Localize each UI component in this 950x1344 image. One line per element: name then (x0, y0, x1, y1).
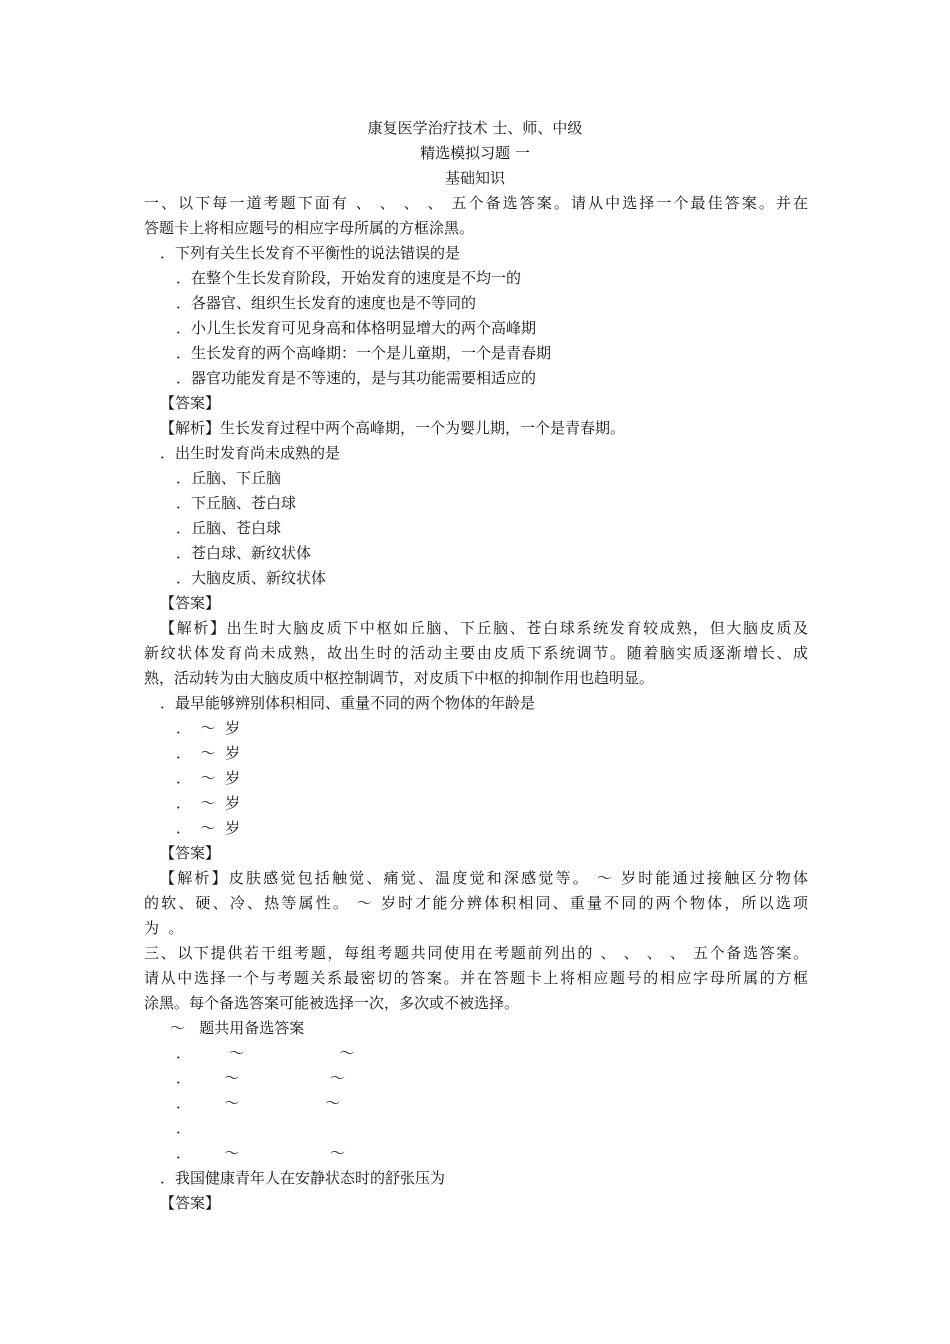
question-2-option: ．苍白球、新纹状体 (176, 544, 312, 562)
section1-instruction-line2: 答题卡上将相应题号的相应字母所属的方框涂黑。 (144, 219, 475, 237)
section3-instruction-line1: 三、以下提供若干组考题，每组考题共同使用在考题前列出的 、 、 、 、 五个备选答案。 (144, 944, 808, 962)
group-option: ． ～ ～ (176, 1144, 345, 1162)
question-1-option: ．生长发育的两个高峰期：一个是儿童期，一个是青春期 (176, 344, 552, 362)
question-1-answer: 【答案】 (160, 394, 221, 412)
question-1-option: ．器官功能发育是不等速的，是与其功能需要相适应的 (176, 369, 537, 387)
question-3-option: ． ～ 岁 (176, 744, 241, 762)
question-2-option: ．丘脑、苍白球 (176, 519, 282, 537)
group-option: ． ～ ～ (176, 1094, 341, 1112)
section1-instruction-line1: 一、以下每一道考题下面有 、 、 、 、 五个备选答案。请从中选择一个最佳答案。并在 (144, 194, 808, 212)
question-4-stem: ．我国健康青年人在安静状态时的舒张压为 (160, 1169, 446, 1187)
question-3-analysis-line2: 的软、硬、冷、热等属性。 ～ 岁时才能分辨体积相同、重量不同的两个物体，所以选项 (144, 894, 808, 912)
question-1-option: ．小儿生长发育可见身高和体格明显增大的两个高峰期 (176, 319, 537, 337)
question-2-analysis-line3: 熟，活动转为由大脑皮质中枢控制调节，对皮质下中枢的抑制作用也趋明显。 (144, 669, 655, 687)
question-2-option: ．下丘脑、苍白球 (176, 494, 297, 512)
question-1-option: ．各器官、组织生长发育的速度也是不等同的 (176, 294, 477, 312)
question-3-analysis-line3: 为 。 (144, 919, 184, 937)
question-1-stem: ．下列有关生长发育不平衡性的说法错误的是 (160, 244, 461, 262)
question-2-analysis-line2: 新纹状体发育尚未成熟，故出生时的活动主要由皮质下系统调节。随着脑实质逐渐增长、成 (144, 644, 808, 662)
group-option: ． ～ ～ (176, 1044, 355, 1062)
question-1-option: ．在整个生长发育阶段，开始发育的速度是不均一的 (176, 269, 522, 287)
question-3-option: ． ～ 岁 (176, 769, 241, 787)
question-4-answer: 【答案】 (160, 1194, 221, 1212)
question-2-stem: ．出生时发育尚未成熟的是 (160, 444, 341, 462)
group-option: ． ～ ～ (176, 1069, 345, 1087)
question-2-analysis-line1: 【解析】出生时大脑皮质下中枢如丘脑、下丘脑、苍白球系统发育较成熟，但大脑皮质及 (160, 619, 808, 637)
doc-section-title: 基础知识 (444, 169, 505, 187)
question-1-analysis: 【解析】生长发育过程中两个高峰期，一个为婴儿期，一个是青春期。 (160, 419, 626, 437)
question-2-option: ．大脑皮质、新纹状体 (176, 569, 327, 587)
question-3-answer: 【答案】 (160, 844, 221, 862)
group-option: ． (176, 1119, 192, 1137)
group-heading: ～ 题共用备选答案 (170, 1019, 305, 1037)
question-3-option: ． ～ 岁 (176, 819, 241, 837)
question-3-stem: ．最早能够辨别体积相同、重量不同的两个物体的年龄是 (160, 694, 536, 712)
question-3-option: ． ～ 岁 (176, 719, 241, 737)
question-3-analysis-line1: 【解析】皮肤感觉包括触觉、痛觉、温度觉和深感觉等。 ～ 岁时能通过接触区分物体 (160, 869, 808, 887)
question-3-option: ． ～ 岁 (176, 794, 241, 812)
question-2-answer: 【答案】 (160, 594, 221, 612)
section3-instruction-line2: 请从中选择一个与考题关系最密切的答案。并在答题卡上将相应题号的相应字母所属的方框 (144, 969, 808, 987)
doc-title: 康复医学治疗技术 士、师、中级 (367, 119, 583, 137)
section3-instruction-line3: 涂黑。每个备选答案可能被选择一次，多次或不被选择。 (144, 994, 520, 1012)
question-2-option: ．丘脑、下丘脑 (176, 469, 282, 487)
doc-subtitle: 精选模拟习题 一 (420, 144, 530, 162)
